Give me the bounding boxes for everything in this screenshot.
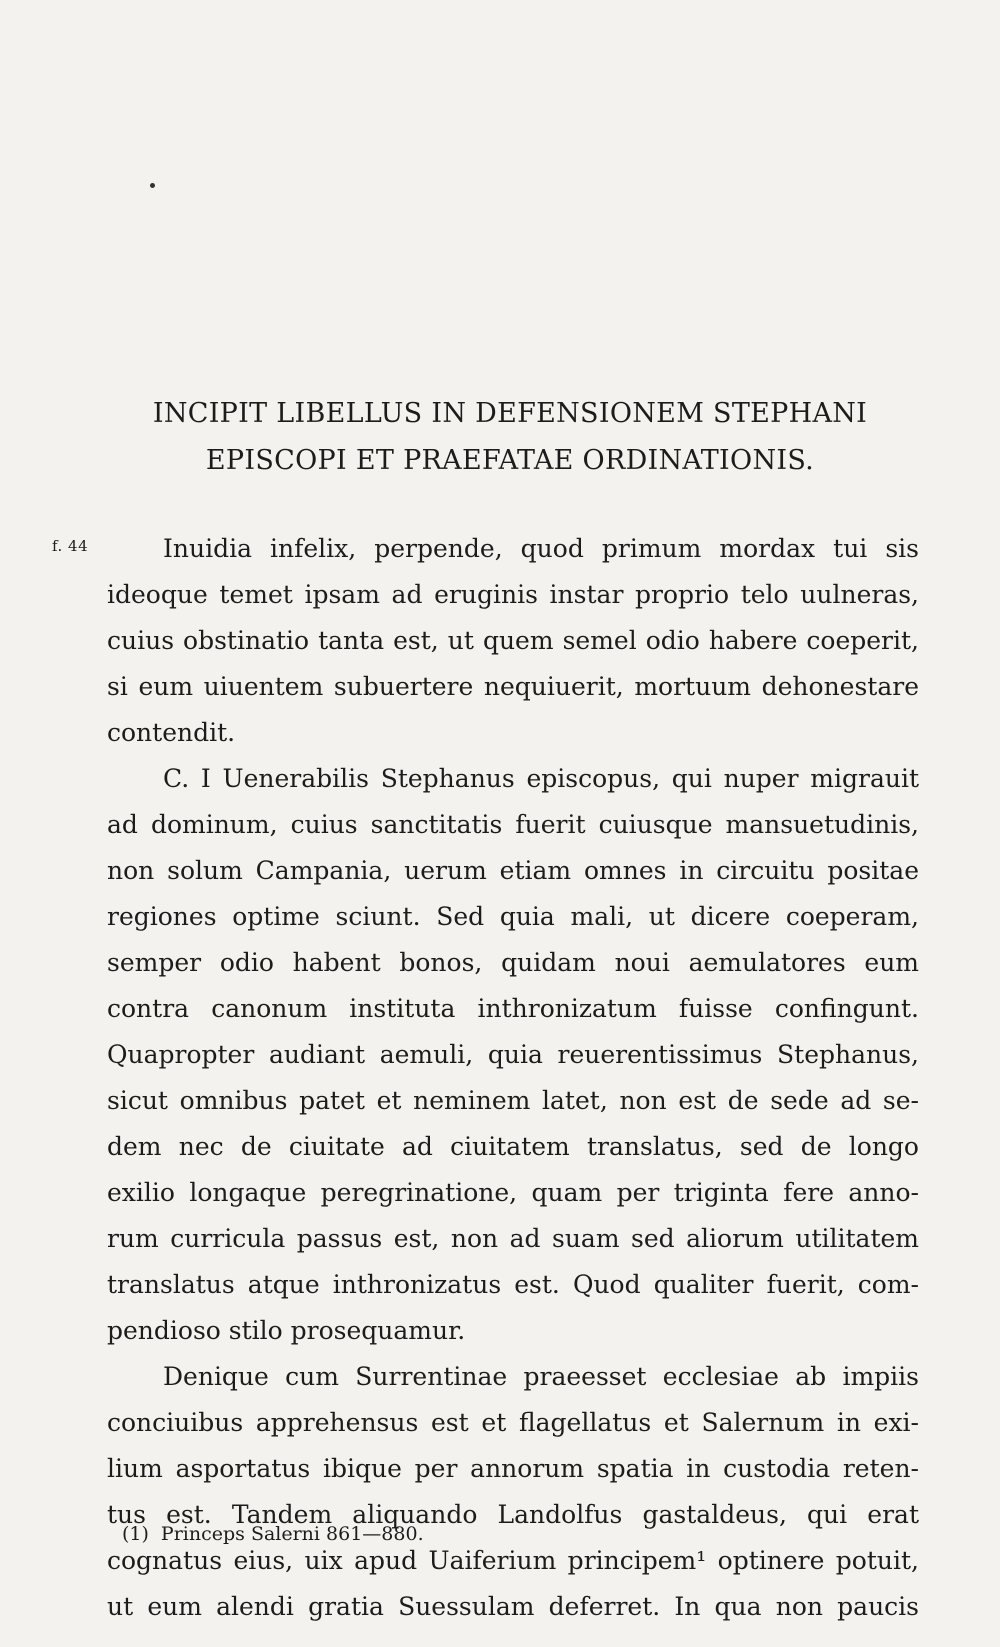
body-line: non solum Campania, uerum etiam omnes in circuitu positae [107,856,919,885]
body-line: cuius obstinatio tanta est, ut quem semel odio habere coeperit, [107,626,919,655]
body-line: translatus atque inthronizatus est. Quod qualiter fuerit, com- [107,1270,919,1299]
body-line: C. I Uenerabilis Stephanus episcopus, qui nuper migrauit [163,764,919,793]
body-line: dem nec de ciuitate ad ciuitatem translatus, sed de longo [107,1132,919,1161]
body-line: Inuidia infelix, perpende, quod primum mordax tui sis [163,534,919,563]
body-line: tus est. Tandem aliquando Landolfus gastaldeus, qui erat [107,1500,919,1529]
body-line: contra canonum instituta inthronizatum fuisse confingunt. [107,994,919,1023]
body-line: contendit. [107,718,236,747]
title-line-1: INCIPIT LIBELLUS IN DEFENSIONEM STEPHANI [152,398,868,429]
body-line: exilio longaque peregrinatione, quam per triginta fere anno- [107,1178,919,1207]
title-line-2: EPISCOPI ET PRAEFATAE ORDINATIONIS. [205,445,815,476]
body-line: cognatus eius, uix apud Uaiferium principem¹ optinere potuit, [107,1546,919,1575]
body-line: pendioso stilo prosequamur. [107,1316,466,1345]
body-line: si eum uiuentem subuertere nequiuerit, mortuum dehonestare [107,672,919,701]
footnote-mark: (1) [122,1523,149,1545]
body-line: regiones optime sciunt. Sed quia mali, ut dicere coeperam, [107,902,919,931]
folio-marker: f. 44 [52,537,89,555]
body-line: ut eum alendi gratia Suessulam deferret. In qua non paucis [107,1592,919,1621]
body-line: sicut omnibus patet et neminem latet, non est de sede ad se- [107,1086,919,1115]
body-line: ideoque temet ipsam ad eruginis instar proprio telo uulneras, [107,580,919,609]
body-line: Denique cum Surrentinae praeesset ecclesiae ab impiis [163,1362,919,1391]
body-line: ad dominum, cuius sanctitatis fuerit cuiusque mansuetudinis, [107,810,919,839]
body-line: conciuibus apprehensus est et flagellatus et Salernum in exi- [107,1408,919,1437]
body-line: Quapropter audiant aemuli, quia reuerentissimus Stephanus, [107,1040,919,1069]
body-line: lium asportatus ibique per annorum spatia in custodia reten- [107,1454,919,1483]
footnote [122,1523,424,1545]
footnote-text: Princeps Salerni 861—880. [160,1523,424,1545]
body-text [107,526,919,1630]
ink-speck [150,183,155,188]
body-line: rum curricula passus est, non ad suam sed aliorum utilitatem [107,1224,919,1253]
body-line: semper odio habent bonos, quidam noui aemulatores eum [107,948,919,977]
